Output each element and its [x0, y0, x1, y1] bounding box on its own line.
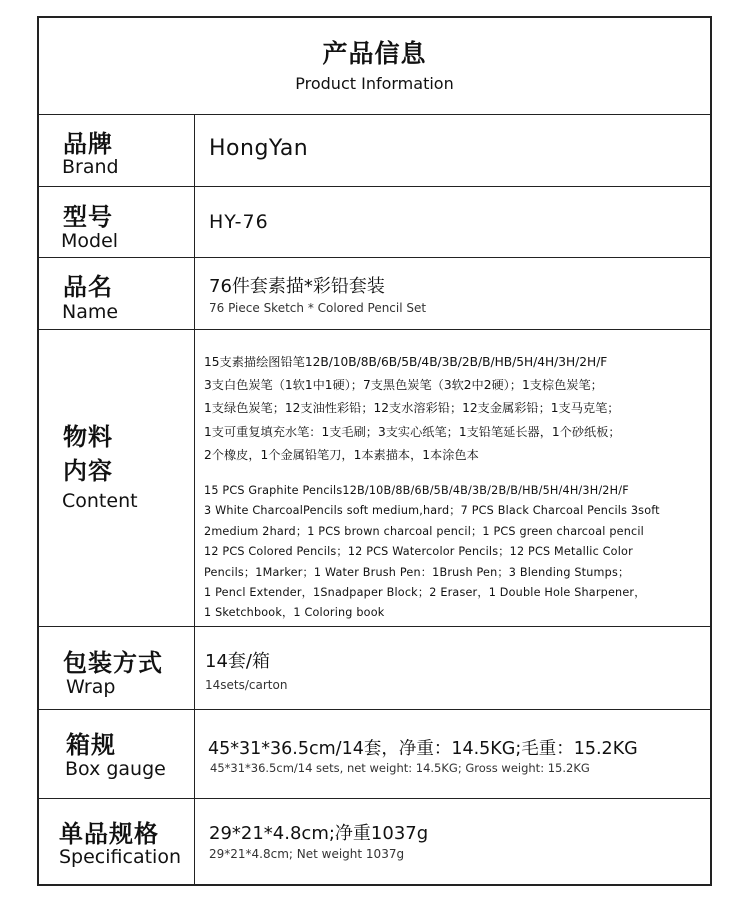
content-label-cn-1: 物料	[63, 423, 113, 451]
box-value-cell	[205, 710, 702, 798]
content-label	[39, 330, 194, 626]
content-en-line: 15 PCS Graphite Pencils12B/10B/8B/6B/5B/4B/3B/2B/B/HB/5H/4H/3H/2H/F	[204, 484, 629, 497]
content-list-cn	[204, 351, 621, 467]
content-value-cell	[204, 330, 702, 626]
box-value-en: 45*31*36.5cm/14 sets, net weight: 14.5KG; Gross weight: 15.2KG	[210, 761, 590, 775]
wrap-value-cn: 14套/箱	[205, 651, 270, 672]
row-specification	[39, 799, 710, 886]
wrap-value-en: 14sets/carton	[205, 678, 288, 692]
spec-label	[39, 799, 194, 886]
row-model	[39, 187, 710, 258]
content-cn-line: 1支可重复填充水笔：1支毛刷；3支实心纸笔；1支铅笔延长器，1个砂纸板；	[204, 424, 621, 439]
content-label-cn-2: 内容	[63, 457, 113, 485]
name-label-cn: 品名	[63, 273, 113, 301]
wrap-value-cell	[205, 627, 702, 709]
content-cn-line: 15支素描绘图铅笔12B/10B/8B/6B/5B/4B/3B/2B/B/HB/5H/4H/3H/2H/F	[204, 355, 608, 369]
row-brand	[39, 114, 710, 187]
content-en-line: Pencils；1Marker；1 Water Brush Pen：1Brush Pen；3 Blending Stumps；	[204, 565, 630, 579]
spec-value-en: 29*21*4.8cm; Net weight 1037g	[209, 847, 405, 861]
name-value-cell	[205, 258, 702, 329]
content-en-line: 2medium 2hard；1 PCS brown charcoal pencil；1 PCS green charcoal pencil	[204, 524, 644, 538]
name-value-cn: 76件套素描*彩铅套装	[209, 276, 385, 297]
model-value-cell	[205, 187, 702, 257]
box-label	[39, 710, 194, 798]
table-header	[39, 18, 710, 115]
spec-value-cell	[205, 799, 702, 886]
content-label-en: Content	[62, 490, 138, 512]
name-label	[39, 258, 194, 329]
content-cn-line: 2个橡皮，1个金属铅笔刀，1本素描本，1本涂色本	[204, 447, 479, 462]
content-en-line: 3 White CharcoalPencils soft medium,hard；7 PCS Black Charcoal Pencils 3soft	[204, 504, 660, 518]
row-wrap	[39, 627, 710, 710]
brand-label	[39, 114, 194, 186]
box-label-cn: 箱规	[66, 731, 116, 759]
title-cn: 产品信息	[322, 39, 427, 68]
product-info-table	[37, 16, 712, 886]
spec-label-cn: 单品规格	[59, 820, 159, 848]
content-cn-line: 1支绿色炭笔；12支油性彩铅；12支水溶彩铅；12支金属彩铅；1支马克笔；	[204, 401, 620, 416]
row-box-gauge	[39, 710, 710, 799]
model-label	[39, 187, 194, 257]
row-content	[39, 330, 710, 627]
spec-value-cn: 29*21*4.8cm;净重1037g	[209, 823, 429, 844]
wrap-label	[39, 627, 194, 709]
content-list-en	[204, 481, 660, 624]
brand-label-cn: 品牌	[63, 130, 113, 158]
box-label-en: Box gauge	[65, 758, 166, 780]
model-label-en: Model	[61, 230, 119, 252]
box-value-cn: 45*31*36.5cm/14套，净重：14.5KG;毛重：15.2KG	[208, 739, 638, 759]
content-en-line: 1 Pencl Extender，1Snadpaper Block；2 Eraser，1 Double Hole Sharpener，	[204, 586, 646, 600]
title-en: Product Information	[295, 74, 454, 93]
brand-value: HongYan	[209, 136, 309, 161]
row-name	[39, 258, 710, 330]
content-en-line: 1 Sketchbook，1 Coloring book	[204, 606, 385, 620]
wrap-label-cn: 包装方式	[63, 649, 163, 677]
model-label-cn: 型号	[63, 203, 113, 231]
name-value-en: 76 Piece Sketch * Colored Pencil Set	[209, 301, 427, 315]
name-label-en: Name	[62, 301, 119, 323]
content-en-line: 12 PCS Colored Pencils；12 PCS Watercolor Pencils；12 PCS Metallic Color	[204, 545, 633, 559]
brand-label-en: Brand	[62, 156, 119, 178]
wrap-label-en: Wrap	[66, 676, 116, 698]
content-cn-line: 3支白色炭笔（1软1中1硬）；7支黑色炭笔（3软2中2硬）；1支棕色炭笔；	[204, 378, 603, 393]
model-value: HY-76	[209, 211, 269, 233]
spec-label-en: Specification	[59, 846, 181, 868]
brand-value-cell	[205, 114, 702, 186]
